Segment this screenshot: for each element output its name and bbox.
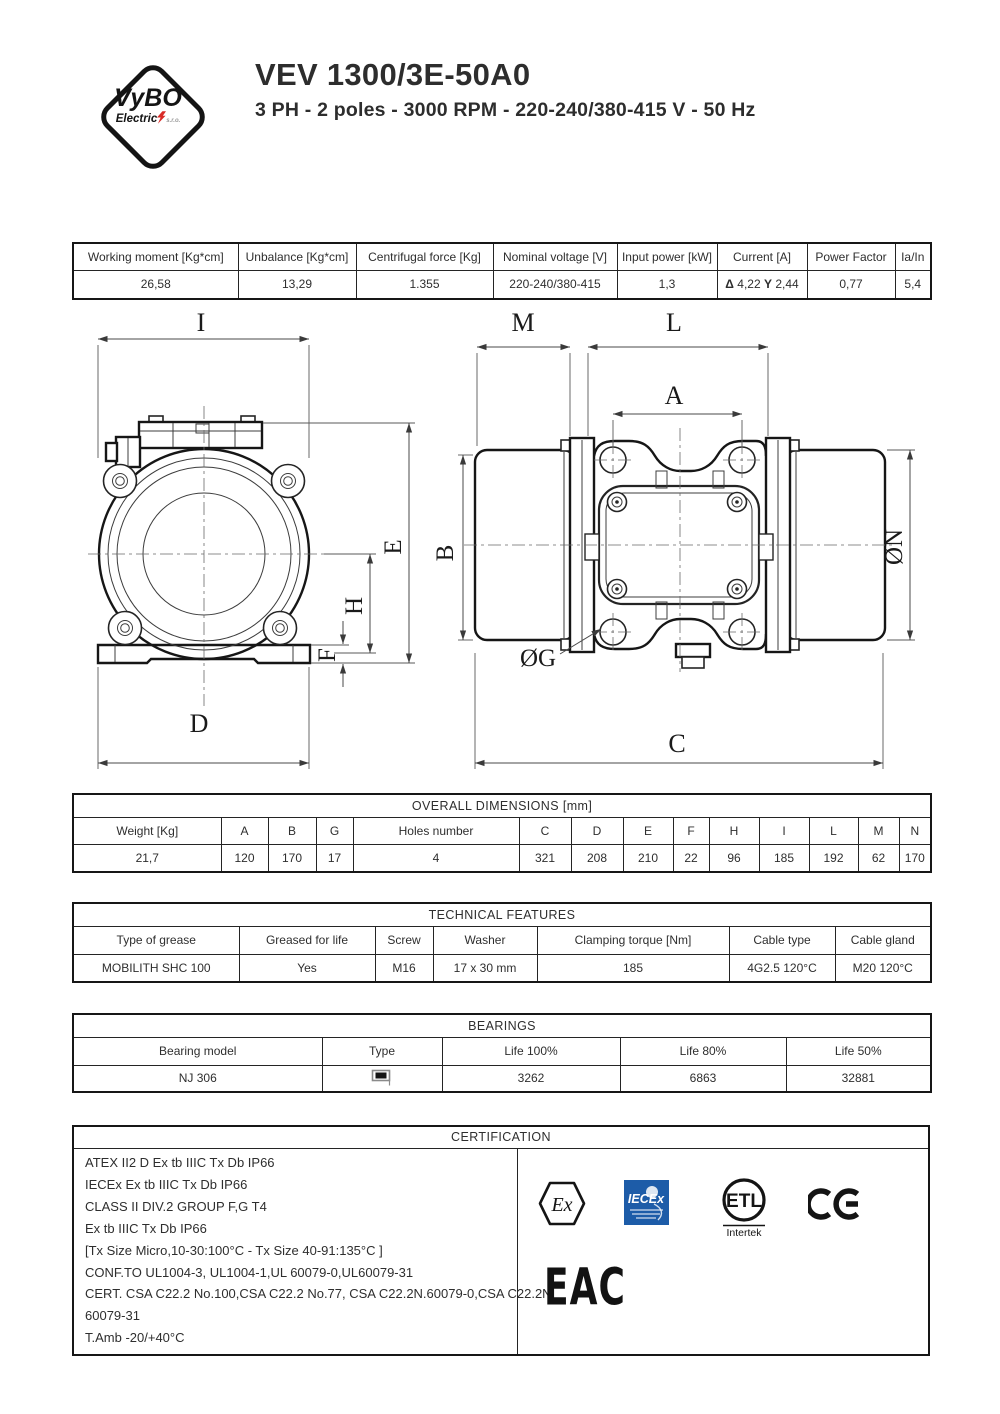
header-cell: Ia/In xyxy=(895,243,931,270)
certification-section xyxy=(72,1125,930,1356)
vybo-logo xyxy=(96,60,200,164)
cert-line: T.Amb -20/+40°C xyxy=(85,1330,185,1346)
dims-value-row: 21,7 120 170 17 4 321 208 210 22 96 185 192 62 170 xyxy=(73,844,931,872)
svg-text:H: H xyxy=(341,596,368,616)
front-view-drawing xyxy=(88,406,330,706)
svg-text:Ex: Ex xyxy=(551,1194,573,1216)
logo-sro-text: s.r.o. xyxy=(166,118,181,124)
cert-line: CLASS II DIV.2 GROUP F,G T4 xyxy=(85,1198,267,1214)
logo-sub-text: Electric s.r.o. xyxy=(115,113,181,125)
specs-table xyxy=(72,242,932,300)
certification-logos xyxy=(518,1149,928,1354)
lightning-bolt-icon xyxy=(157,111,166,124)
atex-ex-logo xyxy=(538,1181,586,1226)
wye-symbol: Y xyxy=(763,277,772,292)
cert-line: 60079-31 xyxy=(85,1308,140,1324)
table-title: OVERALL DIMENSIONS [mm] xyxy=(73,794,931,817)
page-title: VEV 1300/3E-50A0 xyxy=(255,57,531,92)
bearings-header-row: Bearing model Type Life 100% Life 80% Life 50% xyxy=(73,1037,931,1065)
svg-text:ØG: ØG xyxy=(519,645,557,672)
value-cell: 26,58 xyxy=(73,270,238,299)
roller-bearing-icon xyxy=(371,1069,393,1087)
tech-value-row: MOBILITH SHC 100 Yes M16 17 x 30 mm 185 4G2.5 120°C M20 120°C xyxy=(73,954,931,982)
dims-title-row xyxy=(73,794,931,817)
svg-text:M: M xyxy=(511,310,535,337)
svg-text:C: C xyxy=(668,729,686,758)
value-cell: 1,3 xyxy=(617,270,717,299)
table-title: BEARINGS xyxy=(73,1014,931,1037)
delta-symbol: Δ xyxy=(725,277,734,292)
etl-intertek-logo xyxy=(718,1177,770,1239)
dim-F xyxy=(311,621,349,687)
cert-line: CERT. CSA C22.2 No.100,CSA C22.2 No.77, CSA C22.2N.60079-0,CSA C22.2N. xyxy=(85,1286,556,1302)
svg-text:IECEx: IECEx xyxy=(627,1192,665,1206)
svg-text:D: D xyxy=(189,709,209,738)
dimension-annotations-front xyxy=(98,310,415,769)
svg-text:Intertek: Intertek xyxy=(726,1227,762,1239)
svg-text:ØN: ØN xyxy=(881,528,908,566)
overall-dimensions-table xyxy=(72,793,932,873)
svg-text:E: E xyxy=(380,539,407,555)
cert-line: IECEx Ex tb IIIC Tx Db IP66 xyxy=(85,1176,248,1192)
dim-D xyxy=(98,667,309,769)
specs-header-row xyxy=(73,243,931,270)
svg-text:B: B xyxy=(432,544,459,562)
specs-value-row xyxy=(73,270,931,299)
cable-gland xyxy=(106,437,140,467)
value-cell: 13,29 xyxy=(238,270,356,299)
dim-M xyxy=(477,310,570,446)
iecex-logo xyxy=(624,1180,669,1225)
page-subtitle: 3 PH - 2 poles - 3000 RPM - 220-240/380-415 V - 50 Hz xyxy=(255,99,756,122)
certification-title: CERTIFICATION xyxy=(74,1127,928,1149)
dim-L xyxy=(588,310,768,436)
current-value-cell: Δ 4,22 Y 2,44 xyxy=(717,270,807,299)
value-cell: 0,77 xyxy=(807,270,895,299)
header-cell: Power Factor xyxy=(807,243,895,270)
value-cell: 5,4 xyxy=(895,270,931,299)
top-view-drawing xyxy=(464,428,896,672)
title-block xyxy=(255,58,756,122)
cert-line: Ex tb IIIC Tx Db IP66 xyxy=(85,1220,207,1236)
certification-text xyxy=(74,1149,556,1354)
cert-line: CONF.TO UL1004-3, UL1004-1,UL 60079-0,UL60079-31 xyxy=(85,1264,414,1280)
svg-text:ETL: ETL xyxy=(726,1191,762,1212)
svg-text:I: I xyxy=(196,310,206,337)
cert-line: ATEX II2 D Ex tb IIIC Tx Db IP66 xyxy=(85,1155,275,1170)
header-cell: Unbalance [Kg*cm] xyxy=(238,243,356,270)
header-cell: Current [A] xyxy=(717,243,807,270)
ce-mark-logo xyxy=(808,1186,864,1222)
bearings-title-row xyxy=(73,1014,931,1037)
header-cell: Working moment [Kg*cm] xyxy=(73,243,238,270)
bearings-table xyxy=(72,1013,932,1093)
value-cell: 1.355 xyxy=(356,270,493,299)
logo-brand-text: VyBO xyxy=(114,84,182,112)
header-cell: Nominal voltage [V] xyxy=(493,243,617,270)
bearings-value-row: NJ 306 3262 6863 32881 xyxy=(73,1065,931,1092)
bottom-gland xyxy=(676,644,710,657)
dim-A xyxy=(613,381,742,446)
header-cell: Input power [kW] xyxy=(617,243,717,270)
technical-drawing xyxy=(72,310,930,790)
tech-title-row xyxy=(73,903,931,926)
technical-features-table xyxy=(72,902,932,983)
cert-line: [Tx Size Micro,10-30:100°C - Tx Size 40-91:135°C ] xyxy=(85,1242,383,1258)
svg-text:L: L xyxy=(666,310,682,337)
dim-H xyxy=(324,554,376,653)
value-cell: 220-240/380-415 xyxy=(493,270,617,299)
bearing-type-cell xyxy=(322,1065,442,1092)
dim-B xyxy=(432,455,473,640)
dims-header-row: Weight [Kg] A B G Holes number C D E F H I L M N xyxy=(73,817,931,844)
table-title: TECHNICAL FEATURES xyxy=(73,903,931,926)
header-cell: Centrifugal force [Kg] xyxy=(356,243,493,270)
terminal-box xyxy=(139,416,262,448)
svg-text:A: A xyxy=(664,381,684,410)
eac-logo: EAC xyxy=(544,1259,626,1318)
tech-header-row: Type of grease Greased for life Screw Washer Clamping torque [Nm] Cable type Cable gland xyxy=(73,926,931,954)
svg-text:F: F xyxy=(314,648,341,662)
